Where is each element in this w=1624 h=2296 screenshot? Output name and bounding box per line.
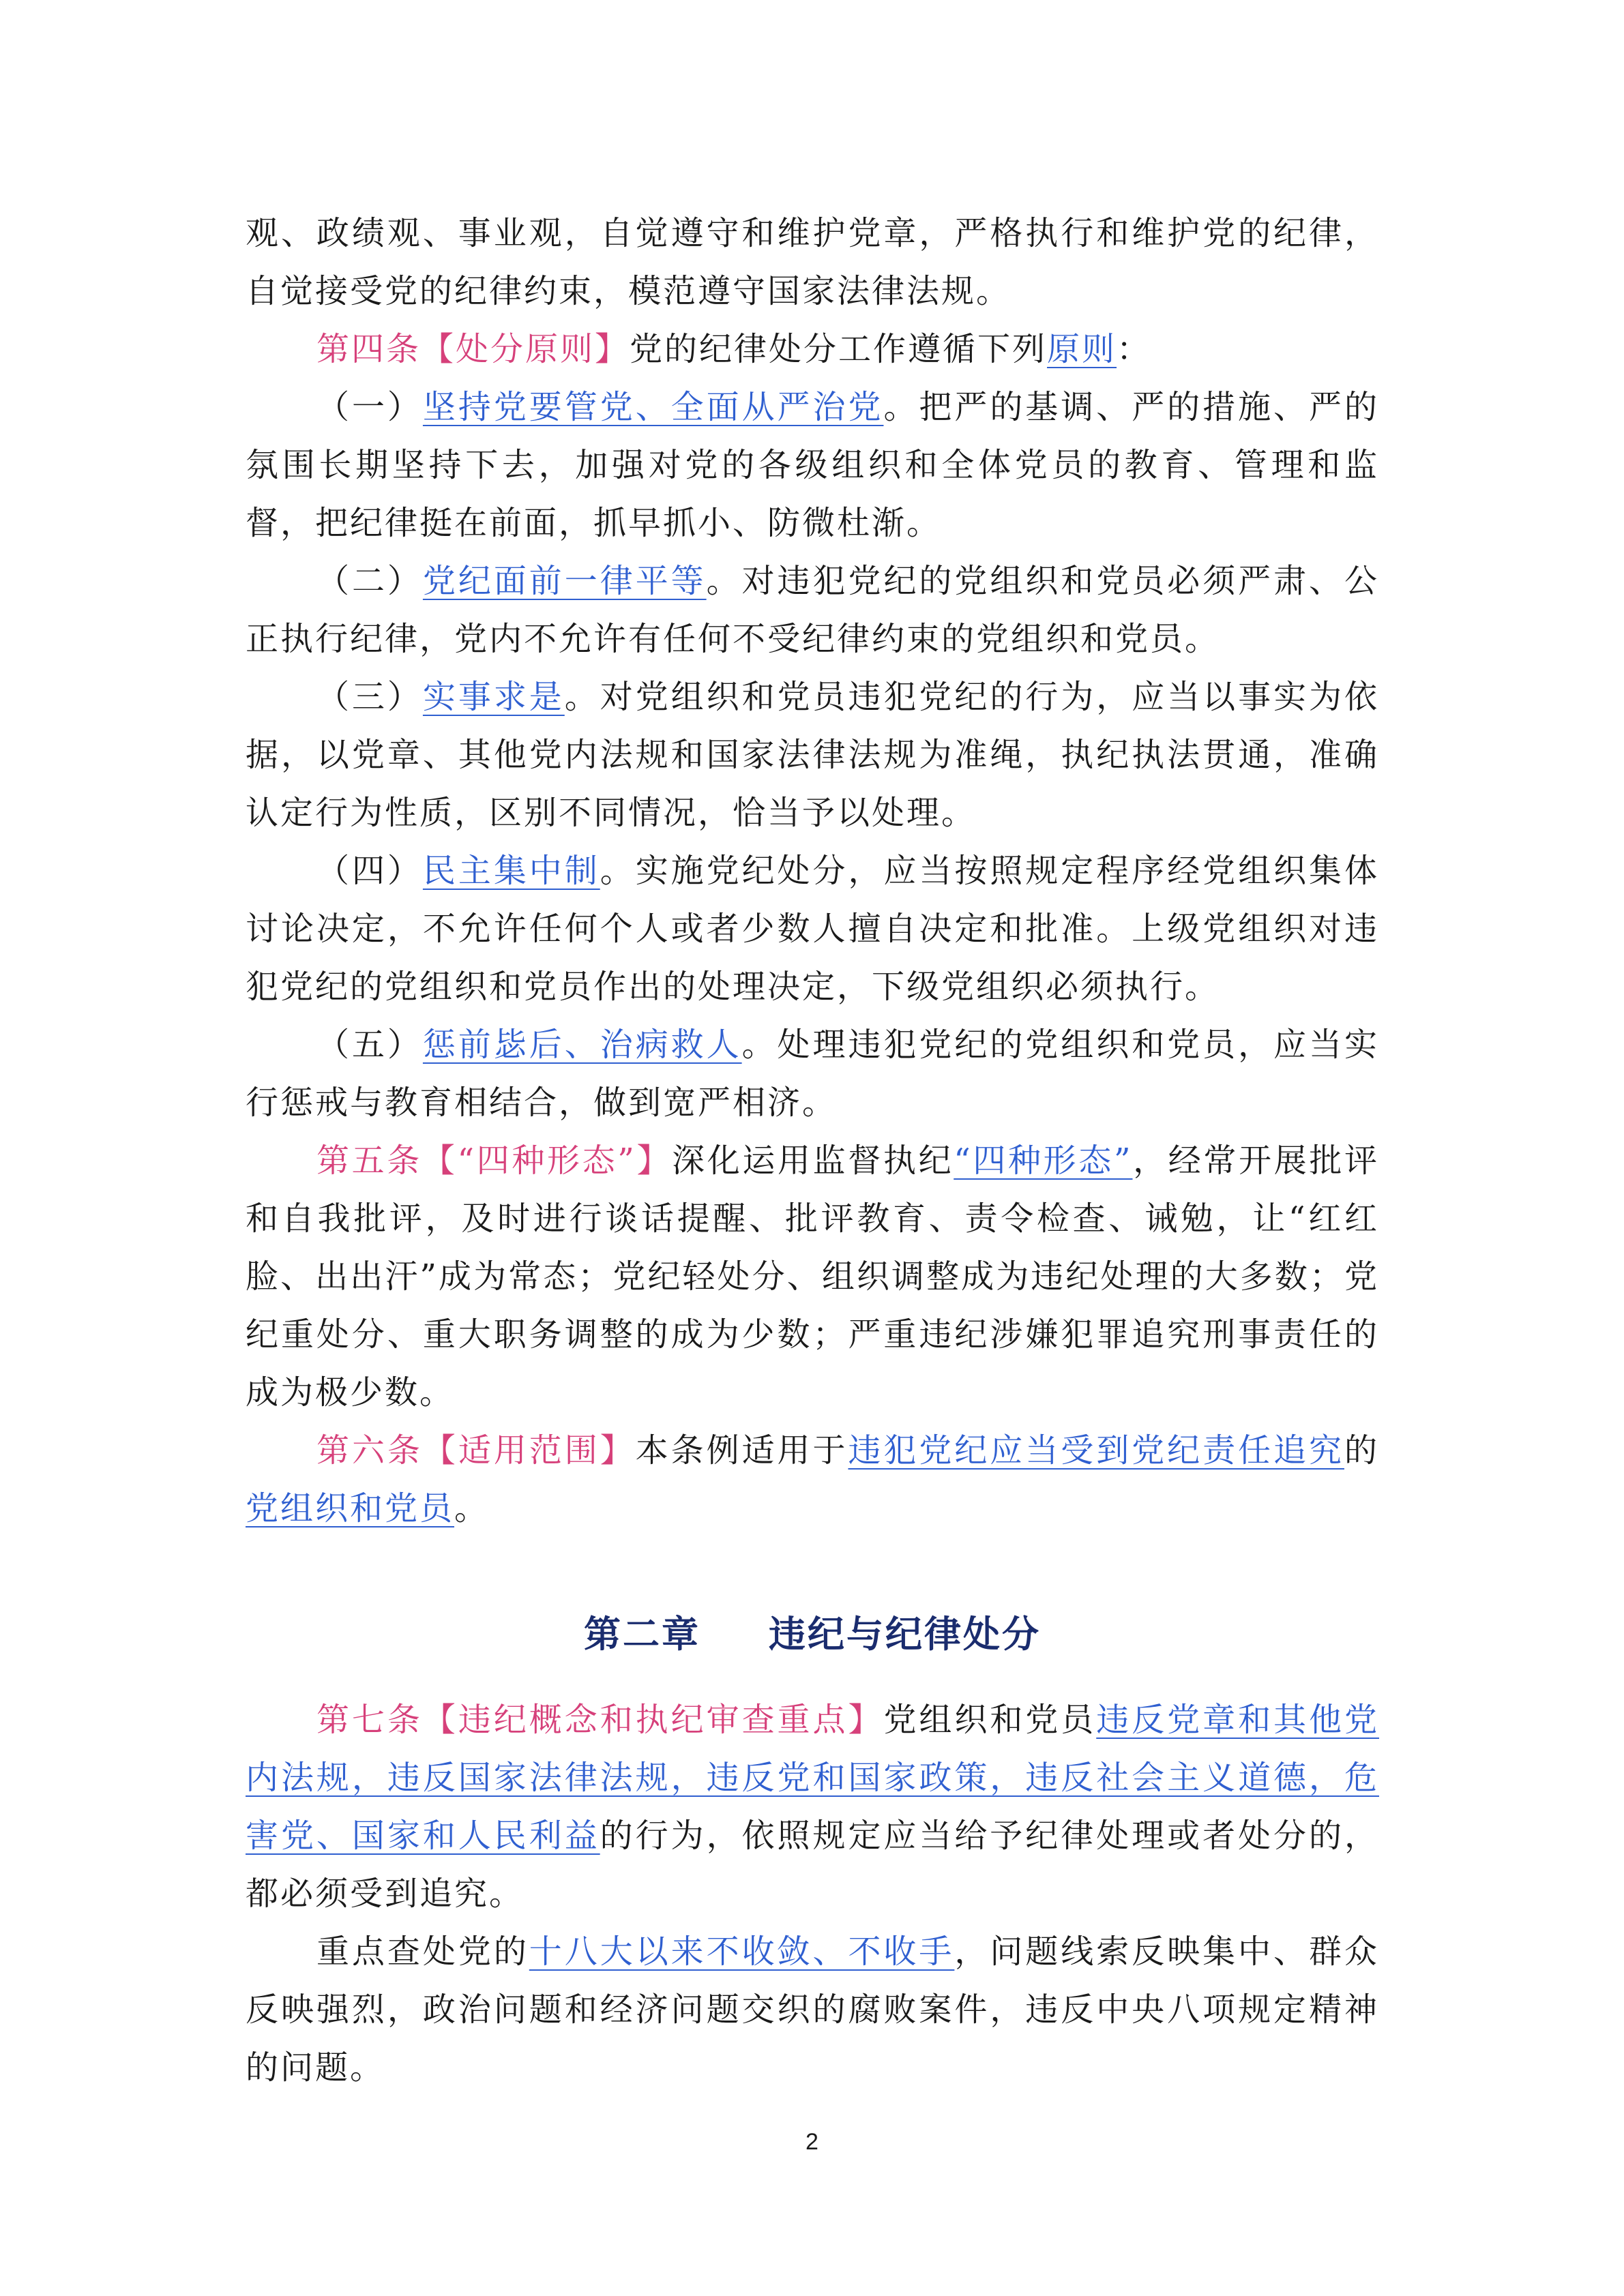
chapter-heading [246, 1604, 1379, 1665]
article-4-item-2 [246, 552, 1379, 668]
item-number: （三） [316, 678, 423, 716]
hyperlink-violations[interactable]: 违反党章和其他党内法规，违反国家法律法规，违反党和国家政策，违反社会主义道德，危害党、国家和人民利益 [246, 1701, 1379, 1855]
body-text: 党组织和党员 [883, 1701, 1097, 1739]
chapter-title: 违纪与纪律处分 [769, 1613, 1041, 1656]
body-text: 。处理违犯党纪的党组织和党员，应当实行惩戒与教育相结合，做到宽严相济。 [246, 1026, 1379, 1122]
body-text: 深化运用监督执纪 [672, 1142, 954, 1180]
item-number: （一） [316, 388, 423, 426]
body-text: 重点查处党的 [316, 1933, 529, 1971]
article-6 [246, 1422, 1379, 1538]
hyperlink-four-forms[interactable]: “四种形态” [954, 1142, 1133, 1180]
item-number: （四） [316, 852, 423, 890]
chapter-number: 第二章 [584, 1613, 700, 1656]
body-text: ，经常开展批评和自我批评，及时进行谈话提醒、批评教育、责令检查、诫勉，让“红红脸、出出汗”成为常态；党纪轻处分、组织调整成为违纪处理的大多数；党纪重处分、重大职务调整的成为少数；严重违纪涉嫌犯罪追究刑事责任的成为极少数。 [246, 1142, 1379, 1412]
body-text: 的 [1344, 1431, 1379, 1470]
item-number: （五） [316, 1026, 423, 1064]
hyperlink-item-4[interactable]: 民主集中制 [422, 852, 600, 890]
hyperlink-item-1[interactable]: 坚持党要管党、全面从严治党 [422, 388, 884, 426]
body-text: ，问题线索反映集中、群众反映强烈，政治问题和经济问题交织的腐败案件，违反中央八项规定精神的问题。 [246, 1933, 1379, 2087]
article-4-item-1 [246, 378, 1379, 552]
body-text: 本条例适用于 [635, 1431, 848, 1470]
article-4-item-5 [246, 1016, 1379, 1132]
hyperlink-item-5[interactable]: 惩前毖后、治病救人 [422, 1026, 742, 1064]
hyperlink-principle[interactable]: 原则 [1047, 330, 1117, 368]
body-text: 。 [454, 1489, 490, 1527]
body-text: 。对党组织和党员违犯党纪的行为，应当以事实为依据，以党章、其他党内法规和国家法律法规为准绳，执纪执法贯通，准确认定行为性质，区别不同情况，恰当予以处理。 [246, 678, 1379, 832]
body-text: 。实施党纪处分，应当按照规定程序经党组织集体讨论决定，不允许任何个人或者少数人擅自决定和批准。上级党组织对违犯党纪的党组织和党员作出的处理决定，下级党组织必须执行。 [246, 852, 1379, 1006]
article-label: 第五条【“四种形态”】 [316, 1142, 673, 1180]
body-text: 。对违犯党纪的党组织和党员必须严肃、公正执行纪律，党内不允许有任何不受纪律约束的党组织和党员。 [246, 562, 1379, 658]
body-text: 观、政绩观、事业观，自觉遵守和维护党章，严格执行和维护党的纪律，自觉接受党的纪律约束，模范遵守国家法律法规。 [246, 214, 1379, 310]
article-7-paragraph-2 [246, 1923, 1379, 2097]
article-4-item-4 [246, 842, 1379, 1016]
hyperlink-party-members[interactable]: 党组织和党员 [246, 1489, 455, 1527]
article-label: 第六条【适用范围】 [316, 1431, 636, 1470]
article-7 [246, 1691, 1379, 1923]
hyperlink-scope[interactable]: 违犯党纪应当受到党纪责任追究 [848, 1431, 1344, 1470]
article-4 [246, 320, 1379, 378]
article-label: 第七条【违纪概念和执纪审查重点】 [316, 1701, 884, 1739]
hyperlink-eighteenth-congress[interactable]: 十八大以来不收敛、不收手 [529, 1933, 955, 1971]
hyperlink-item-2[interactable]: 党纪面前一律平等 [422, 562, 707, 600]
article-label: 第四条【处分原则】 [316, 330, 630, 368]
body-text: ： [1117, 330, 1152, 368]
paragraph-continuation [246, 205, 1379, 320]
page-number: 2 [806, 2129, 818, 2155]
article-5 [246, 1132, 1379, 1422]
body-text: 。把严的基调、严的措施、严的氛围长期坚持下去，加强对党的各级组织和全体党员的教育、管理和监督，把纪律挺在前面，抓早抓小、防微杜渐。 [246, 388, 1379, 542]
body-text: 的行为，依照规定应当给予纪律处理或者处分的，都必须受到追究。 [246, 1817, 1379, 1913]
item-number: （二） [316, 562, 423, 600]
article-4-item-3 [246, 668, 1379, 842]
hyperlink-item-3[interactable]: 实事求是 [422, 678, 565, 716]
body-text: 党的纪律处分工作遵循下列 [630, 330, 1048, 368]
